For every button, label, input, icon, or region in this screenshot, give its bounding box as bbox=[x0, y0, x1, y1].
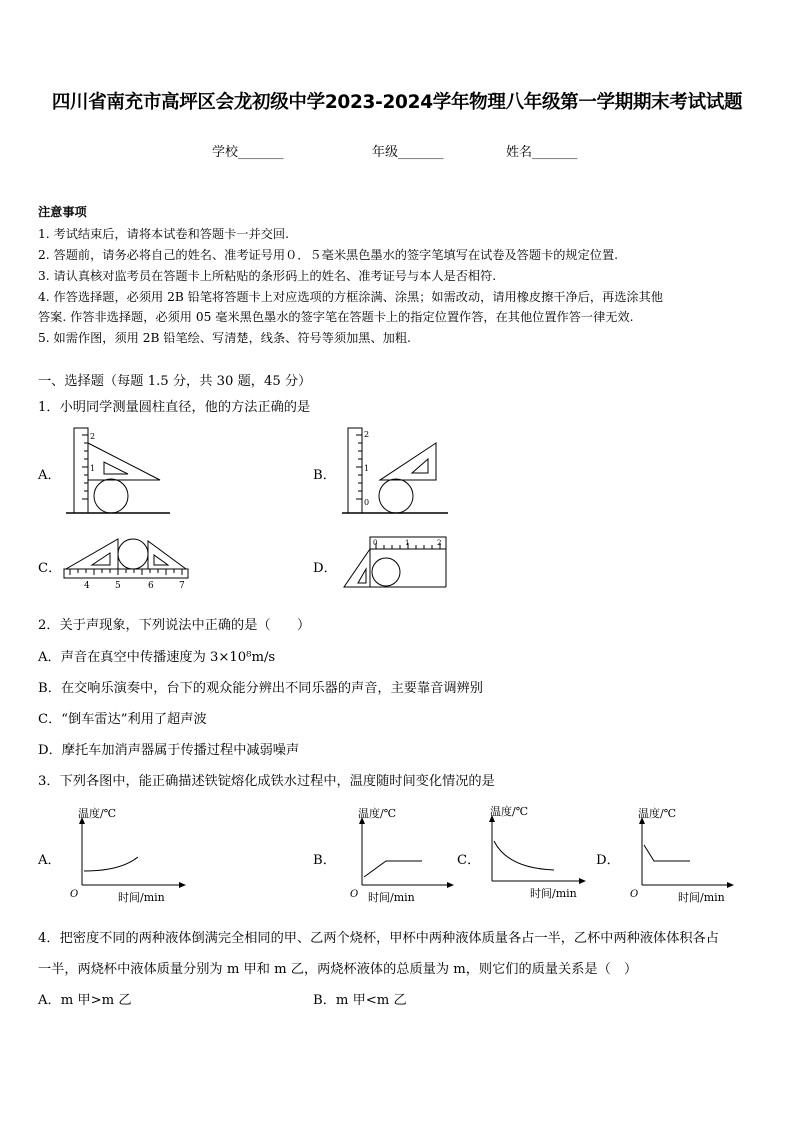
ruler bbox=[348, 428, 362, 513]
ruler bbox=[74, 428, 88, 513]
x-axis-label: 时间/min bbox=[530, 887, 577, 900]
ruler-tick-label: 2 bbox=[90, 432, 96, 441]
note-item: 5. 如需作图，须用 2B 铅笔绘、写清楚，线条、符号等须加黑、加粗. bbox=[38, 331, 411, 345]
ruler-tick-label: 1 bbox=[405, 539, 410, 547]
q1-figure-b bbox=[340, 425, 450, 517]
ruler-tick-label: 5 bbox=[115, 581, 121, 591]
ruler-tick-label: 6 bbox=[148, 581, 154, 591]
q3-option-c-label: C． bbox=[457, 853, 481, 868]
ruler-tick-label: 1 bbox=[364, 464, 370, 473]
q3-graph-c bbox=[478, 803, 590, 903]
q3-graph-b bbox=[346, 805, 458, 905]
ruler-tick-label: 2 bbox=[437, 539, 442, 547]
question-2-stem: 2．关于声现象，下列说法中正确的是（ ） bbox=[38, 618, 311, 633]
q2-option-c: C．“倒车雷达”利用了超声波 bbox=[38, 712, 207, 727]
q1-figure-a bbox=[62, 425, 172, 517]
x-axis-label: 时间/min bbox=[118, 891, 165, 904]
note-item: 3. 请认真核对监考员在答题卡上所粘贴的条形码上的姓名、准考证号与本人是否相符. bbox=[38, 269, 497, 283]
note-item: 2. 答题前，请务必将自己的姓名、准考证号用０．５毫米黑色墨水的签字笔填写在试卷及答题卡的规定位置. bbox=[38, 248, 619, 262]
cylinder-circle bbox=[94, 479, 128, 513]
ruler-tick-label: 2 bbox=[364, 430, 370, 439]
question-1-stem: 1．小明同学测量圆柱直径，他的方法正确的是 bbox=[38, 400, 311, 415]
q1-option-d-label: D． bbox=[313, 561, 337, 576]
q1-figure-c bbox=[62, 533, 192, 593]
temperature-curve bbox=[84, 857, 138, 871]
q2-option-d: D．摩托车加消声器属于传播过程中减弱噪声 bbox=[38, 743, 300, 758]
ruler-tick-label: 0 bbox=[373, 539, 378, 547]
y-axis-label: 温度/℃ bbox=[78, 807, 117, 820]
q1-figure-d bbox=[340, 533, 452, 593]
question-4-stem-line-1: 4．把密度不同的两种液体倒满完全相同的甲、乙两个烧杯，甲杯中两种液体质量各占一半，乙杯中两种液体体积各占 bbox=[38, 931, 719, 946]
q3-option-d-label: D． bbox=[596, 853, 620, 868]
y-axis-label: 温度/℃ bbox=[490, 805, 529, 818]
q3-graph-d bbox=[626, 805, 738, 905]
name-field: 姓名_______ bbox=[506, 145, 578, 160]
cylinder-circle bbox=[379, 479, 413, 513]
temperature-curve bbox=[644, 845, 690, 861]
q3-option-a-label: A． bbox=[38, 853, 61, 868]
ruler-tick-label: 4 bbox=[84, 581, 90, 591]
y-axis-label: 温度/℃ bbox=[638, 807, 677, 820]
origin-label: O bbox=[630, 889, 639, 900]
q2-option-a: A．声音在真空中传播速度为 3×10⁸m/s bbox=[38, 650, 276, 665]
ruler-tick-label: 0 bbox=[364, 498, 370, 507]
note-item: 答案. 作答非选择题，必须用 05 毫米黑色墨水的签字笔在答题卡上的指定位置作答，在其他位置作答一律无效. bbox=[38, 310, 634, 324]
note-item: 4. 作答选择题，必须用 2B 铅笔将答题卡上对应选项的方框涂满、涂黑；如需改动，请用橡皮擦干净后，再选涂其他 bbox=[38, 290, 663, 304]
q1-option-a-label: A． bbox=[38, 468, 61, 483]
question-3-stem: 3．下列各图中，能正确描述铁锭熔化成铁水过程中，温度随时间变化情况的是 bbox=[38, 774, 495, 789]
origin-label: O bbox=[70, 889, 79, 900]
page-title: 四川省南充市高坪区会龙初级中学2023-2024学年物理八年级第一学期期末考试试题 bbox=[51, 92, 743, 113]
cylinder-circle bbox=[118, 539, 148, 569]
x-axis-label: 时间/min bbox=[678, 891, 725, 904]
temperature-curve bbox=[494, 841, 554, 870]
q1-option-b-label: B． bbox=[313, 468, 336, 483]
ruler-tick-label: 1 bbox=[90, 464, 96, 473]
section-heading: 一、选择题（每题 1.5 分，共 30 题，45 分） bbox=[38, 374, 312, 389]
q3-option-b-label: B． bbox=[313, 853, 336, 868]
notes-heading: 注意事项 bbox=[38, 205, 87, 219]
note-item: 1. 考试结束后，请将本试卷和答题卡一并交回. bbox=[38, 227, 289, 241]
grade-field: 年级_______ bbox=[372, 145, 444, 160]
school-field: 学校_______ bbox=[212, 145, 284, 160]
x-axis-label: 时间/min bbox=[368, 891, 415, 904]
ruler-tick-label: 7 bbox=[179, 581, 185, 591]
y-axis-label: 温度/℃ bbox=[358, 807, 397, 820]
q2-option-b: B．在交响乐演奏中，台下的观众能分辨出不同乐器的声音，主要靠音调辨别 bbox=[38, 681, 483, 696]
q3-graph-a bbox=[66, 805, 190, 905]
temperature-curve bbox=[364, 861, 422, 877]
q1-option-c-label: C． bbox=[38, 561, 62, 576]
question-4-stem-line-2: 一半，两烧杯中液体质量分别为 m 甲和 m 乙，两烧杯液体的总质量为 m，则它们的质量关系是（ ） bbox=[38, 962, 638, 977]
q4-option-b: B．m 甲<m 乙 bbox=[313, 993, 407, 1008]
cylinder-circle bbox=[372, 558, 400, 586]
origin-label: O bbox=[350, 889, 359, 900]
q4-option-a: A．m 甲>m 乙 bbox=[38, 993, 132, 1008]
